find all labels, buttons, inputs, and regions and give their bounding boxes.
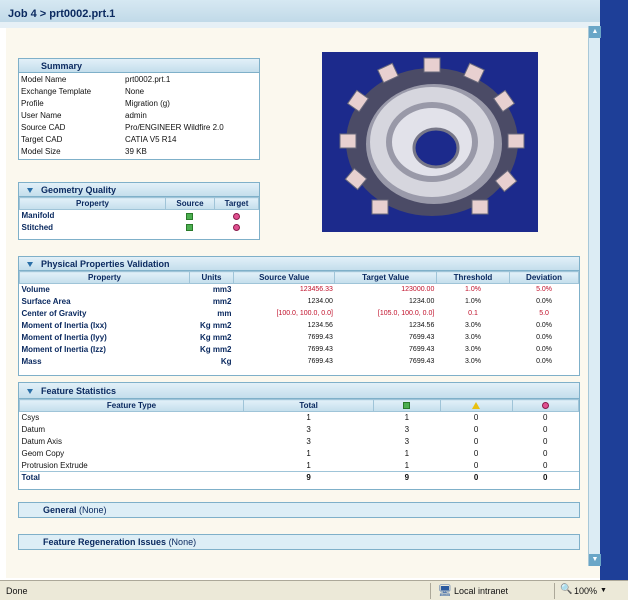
expand-triangle-icon[interactable] [27,389,33,394]
table-row [20,308,579,320]
target-value: 7699.43 [409,358,435,365]
feature-ok: 1 [404,449,410,458]
units: mm3 [212,285,232,295]
status-text: Done [6,586,28,596]
pass-icon [403,402,410,409]
summary-row [19,133,259,145]
target-value: 1234.00 [409,298,435,305]
units: Kg mm2 [199,333,232,342]
units: Kg mm2 [199,345,232,354]
column-header: Property [20,198,166,210]
deviation: 0.0% [536,346,553,353]
feature-ok: 3 [404,437,410,446]
scroll-down-icon[interactable]: ▼ [589,554,601,566]
summary-value: admin [125,110,147,120]
units: Kg [220,357,232,366]
zoom-dropdown-icon[interactable]: ▼ [600,587,607,594]
deviation: 0.0% [536,334,553,341]
feature-warn: 0 [473,460,479,470]
status-divider [430,583,431,599]
regeneration-section-bar[interactable] [18,534,580,550]
threshold: 0.1 [468,310,478,317]
feature-total: 9 [244,472,374,484]
summary-row [19,85,259,97]
column-header [440,400,512,412]
threshold: 3.0% [465,358,481,365]
threshold: 3.0% [465,322,481,329]
expand-triangle-icon[interactable] [27,188,33,193]
deviation: 0.0% [536,322,553,329]
feature-type: Datum Axis [21,437,62,446]
fail-icon [233,213,240,220]
feature-statistics-table [19,399,579,484]
feature-warn: 0 [473,449,479,458]
target-value: [105.0, 100.0, 0.0] [377,310,435,317]
table-row [20,436,579,448]
feature-total: 3 [306,425,311,434]
table-row [20,332,579,344]
geometry-quality-panel [18,182,260,240]
window-frame-edge [600,0,628,600]
gear-model-image [322,52,538,232]
error-icon [542,402,549,409]
feature-type: Datum [21,425,46,434]
target-value: 7699.43 [409,334,435,341]
feature-err: 0 [512,472,578,484]
physical-properties-panel [18,256,580,376]
summary-row [19,73,259,85]
property-name: Moment of Inertia (Izz) [21,345,106,354]
warning-icon [472,402,480,409]
summary-row [19,109,259,121]
feature-warn: 0 [473,425,479,434]
feature-ok: 3 [404,425,410,434]
column-header: Deviation [510,272,579,284]
summary-value: prt0002.prt.1 [125,74,171,84]
column-header: Units [190,272,234,284]
property-name: Manifold [21,211,55,221]
scroll-up-icon[interactable]: ▲ [589,26,601,38]
property-name: Volume [21,285,50,295]
summary-title: Summary [19,59,259,73]
property-name: Moment of Inertia (Iyy) [21,333,107,342]
table-row [20,222,259,234]
table-row [20,460,579,472]
deviation: 0.0% [536,298,553,305]
summary-label: User Name [21,110,62,120]
summary-value: None [125,86,145,96]
column-header: Source Value [234,272,335,284]
target-status [214,222,258,234]
feature-type: Protrusion Extrude [21,460,88,470]
physical-properties-header[interactable] [19,257,579,271]
deviation: 5.0 [539,310,549,317]
property-name: Stitched [21,223,54,232]
column-header: Threshold [436,272,509,284]
column-header: Source [166,198,215,210]
intranet-zone-icon: 🖥 [438,585,452,597]
feature-ok: 1 [404,460,410,470]
summary-label: Target CAD [21,134,63,144]
feature-total: 1 [306,460,311,470]
summary-row [19,97,259,109]
general-note: (None) [79,505,107,515]
zone-text: Local intranet [454,586,509,596]
column-header [374,400,440,412]
feature-err: 0 [543,413,548,423]
general-title: General [43,505,77,515]
physical-properties-table [19,271,579,368]
status-divider [554,583,555,599]
column-header: Feature Type [20,400,244,412]
summary-label: Model Size [21,146,61,156]
geometry-quality-header[interactable] [19,183,259,197]
fail-icon [233,224,240,231]
summary-value: CATIA V5 R14 [125,134,177,144]
target-value: 123000.00 [401,286,435,294]
feature-warn: 0 [473,437,479,446]
table-row [20,210,259,222]
table-row [20,356,579,368]
geometry-quality-table [19,197,259,234]
page-title: Job 4 > prt0002.prt.1 [8,8,116,20]
threshold: 1.0% [465,286,481,294]
summary-panel [18,58,260,160]
threshold: 3.0% [465,346,481,353]
summary-label: Profile [21,98,44,108]
property-name: Moment of Inertia (Ixx) [21,321,107,330]
source-status [166,222,215,234]
column-header: Property [20,272,190,284]
pass-icon [186,224,193,231]
table-row [20,344,579,356]
pass-icon [186,213,193,220]
geometry-quality-title: Geometry Quality [41,185,117,195]
threshold: 1.0% [465,298,481,305]
summary-value: Migration (g) [125,98,170,108]
zoom-icon[interactable]: 🔍 [560,584,573,595]
feature-type: Total [20,472,244,484]
feature-type: Csys [21,413,40,423]
physical-properties-title: Physical Properties Validation [41,259,170,269]
expand-triangle-icon[interactable] [27,262,33,267]
feature-err: 0 [543,449,548,458]
status-bar [0,580,628,600]
table-row [20,448,579,460]
feature-statistics-title: Feature Statistics [41,386,117,396]
summary-label: Source CAD [21,122,66,132]
table-row [20,424,579,436]
source-value: 1234.56 [307,322,333,329]
property-name: Center of Gravity [21,309,87,318]
deviation: 5.0% [536,286,553,294]
summary-value: 39 KB [125,146,147,156]
units: Kg mm2 [199,321,232,330]
source-value: 7699.43 [307,358,333,365]
property-name: Surface Area [21,297,71,306]
threshold: 3.0% [465,334,481,341]
feature-ok: 1 [404,413,410,423]
feature-warn: 0 [440,472,512,484]
column-header: Target Value [335,272,436,284]
general-section-bar[interactable] [18,502,580,518]
property-name: Mass [21,357,42,366]
summary-row [19,145,259,157]
header-band [0,22,600,28]
summary-label: Model Name [21,74,67,84]
feature-total: 3 [306,437,311,446]
regeneration-note: (None) [168,537,197,547]
table-row [20,296,579,308]
zoom-level[interactable]: 100% [574,586,598,596]
feature-ok: 9 [374,472,440,484]
model-preview [322,52,538,232]
target-value: 1234.56 [409,322,435,329]
feature-statistics-header[interactable] [19,383,579,399]
total-row [20,472,579,484]
column-header: Target [214,198,258,210]
page-header [0,0,600,28]
source-value: 1234.00 [307,298,333,305]
deviation: 0.0% [536,358,553,365]
feature-total: 1 [306,449,311,458]
feature-total: 1 [306,413,311,423]
feature-type: Geom Copy [21,449,65,458]
units: mm2 [212,297,232,306]
vertical-scrollbar[interactable] [588,26,600,566]
table-row [20,320,579,332]
feature-err: 0 [543,437,548,446]
target-status [214,210,258,222]
feature-err: 0 [543,425,548,434]
column-header: Total [244,400,374,412]
source-value: [100.0, 100.0, 0.0] [276,310,333,317]
table-row [20,412,579,424]
source-value: 7699.43 [307,346,333,353]
summary-label: Exchange Template [21,86,92,96]
source-value: 7699.43 [307,334,333,341]
units: mm [217,309,232,318]
feature-err: 0 [543,460,548,470]
table-row [20,284,579,296]
source-status [166,210,215,222]
summary-value: Pro/ENGINEER Wildfire 2.0 [125,122,224,132]
summary-row [19,121,259,133]
target-value: 7699.43 [409,346,435,353]
column-header [512,400,578,412]
feature-statistics-panel [18,382,580,490]
summary-table [19,73,259,157]
feature-warn: 0 [473,413,479,423]
source-value: 123456.33 [299,286,333,294]
regeneration-title: Feature Regeneration Issues [43,537,167,547]
